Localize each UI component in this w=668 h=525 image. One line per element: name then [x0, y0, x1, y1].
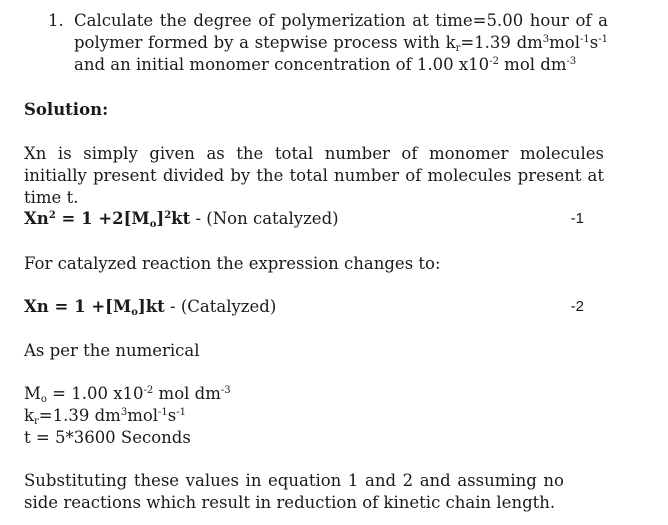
equation1-formula: $Xn^2 = 1 +2[M_o]^2kt$ [24, 209, 191, 230]
equation-non-catalyzed [24, 208, 584, 230]
question-item [48, 10, 608, 76]
numerical-intro: As per the numerical [24, 341, 200, 360]
given-kr: $k_r=1.39$ $dm^3mol^{-1}s^{-1}$ [24, 406, 187, 427]
conclusion-paragraph: Substituting these values in equation 1 and 2 and assuming no side reactions which result in reduction of kinetic chain length. [24, 471, 564, 512]
equation1-number: -1 [570, 210, 584, 227]
equation1-label: - (Non catalyzed) [190, 209, 339, 228]
equation-catalyzed [24, 296, 584, 318]
question-number: 1. [48, 11, 64, 30]
catalyzed-intro: For catalyzed reaction the expression changes to: [24, 254, 441, 273]
question-text: Calculate the degree of polymerization at time=5.00 hour of a polymer formed by a stepwise process with $k_r=1.39$ $dm^3mol^{-1}s^{-1}$ and an initial monomer concentration of 1.00 $x10^{-2}$ mol $dm^{-3}$ [74, 11, 608, 74]
given-values [24, 383, 604, 449]
equation2-number: -2 [570, 298, 584, 315]
solution-heading: Solution: [24, 100, 109, 119]
given-m0: $M_o = 1.00$ $x10^{-2}$ mol $dm^{-3}$ [24, 384, 231, 405]
intro-paragraph: Xn is simply given as the total number of monomer molecules initially present divided by the total number of molecules present at time t. [24, 144, 604, 207]
equation2-formula: $Xn = 1 +[M_o]kt$ [24, 297, 165, 318]
equation2-label: - (Catalyzed) [164, 297, 277, 316]
given-time: t = 5*3600 Seconds [24, 428, 191, 447]
